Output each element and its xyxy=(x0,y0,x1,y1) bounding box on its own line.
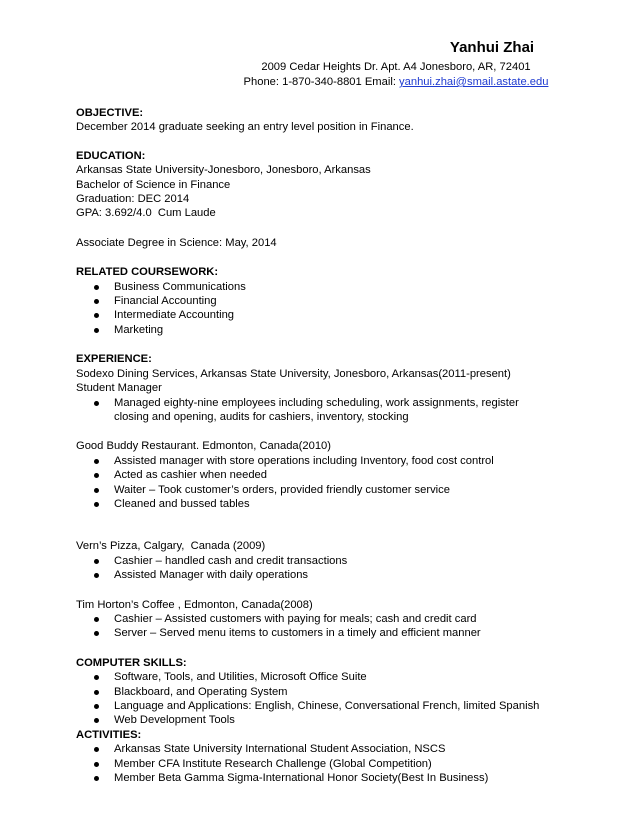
bullet-icon xyxy=(94,776,99,781)
list-item: Managed eighty-nine employees including scheduling, work assignments, register closing and opening, audits for cashiers, inventory, stocking xyxy=(76,396,596,425)
activities-heading: ACTIVITIES: xyxy=(76,728,142,741)
bullet-icon xyxy=(94,559,99,564)
list-item: Waiter – Took customer’s orders, provided friendly customer service xyxy=(76,483,596,497)
address-line: 2009 Cedar Heights Dr. Apt. A4 Jonesboro, AR, 72401 xyxy=(261,61,531,73)
job-duties-list xyxy=(76,454,596,512)
education-heading: EDUCATION: xyxy=(76,149,146,162)
coursework-heading: RELATED COURSEWORK: xyxy=(76,266,219,279)
education-school: Arkansas State University-Jonesboro, Jonesboro, Arkansas xyxy=(76,164,371,177)
list-item: Business Communications xyxy=(76,280,596,294)
list-item: Server – Served menu items to customers in a timely and efficient manner xyxy=(76,626,596,640)
bullet-icon xyxy=(94,401,99,406)
coursework-list xyxy=(76,280,596,338)
job-role: Student Manager xyxy=(76,382,162,395)
education-gpa: GPA: 3.692/4.0 Cum Laude xyxy=(76,207,216,220)
bullet-icon xyxy=(94,747,99,752)
bullet-icon xyxy=(94,617,99,622)
bullet-icon xyxy=(94,459,99,464)
bullet-icon xyxy=(94,328,99,333)
job-title: Sodexo Dining Services, Arkansas State University, Jonesboro, Arkansas(2011-present) xyxy=(76,367,511,380)
bullet-icon xyxy=(94,573,99,578)
education-associate: Associate Degree in Science: May, 2014 xyxy=(76,236,277,249)
list-item: Blackboard, and Operating System xyxy=(76,685,596,699)
bullet-icon xyxy=(94,718,99,723)
bullet-icon xyxy=(94,690,99,695)
list-item: Software, Tools, and Utilities, Microsoft Office Suite xyxy=(76,670,596,684)
objective-heading: OBJECTIVE: xyxy=(76,107,144,119)
bullet-icon xyxy=(94,299,99,304)
skills-list xyxy=(76,670,596,728)
bullet-icon xyxy=(94,631,99,636)
bullet-icon xyxy=(94,488,99,493)
list-item: Arkansas State University International Student Association, NSCS xyxy=(76,742,596,756)
list-item: Assisted manager with store operations including Inventory, food cost control xyxy=(76,454,596,468)
list-item: Web Development Tools xyxy=(76,713,596,727)
bullet-icon xyxy=(94,473,99,478)
list-item: Assisted Manager with daily operations xyxy=(76,568,596,582)
list-item: Marketing xyxy=(76,323,596,337)
objective-text: December 2014 graduate seeking an entry level position in Finance. xyxy=(76,121,414,134)
email-link[interactable]: yanhui.zhai@smail.astate.edu xyxy=(399,76,549,88)
list-item: Member Beta Gamma Sigma-International Honor Society(Best In Business) xyxy=(76,771,596,785)
activities-list xyxy=(76,742,596,785)
list-item: Member CFA Institute Research Challenge (Global Competition) xyxy=(76,757,596,771)
bullet-icon xyxy=(94,675,99,680)
resume-name: Yanhui Zhai xyxy=(449,39,535,56)
list-item: Cleaned and bussed tables xyxy=(76,497,596,511)
job-duties-list xyxy=(76,554,596,583)
job-title: Good Buddy Restaurant. Edmonton, Canada(2010) xyxy=(76,440,331,453)
job-title: Vern’s Pizza, Calgary, Canada (2009) xyxy=(76,540,266,553)
education-graduation: Graduation: DEC 2014 xyxy=(76,193,190,206)
list-item: Financial Accounting xyxy=(76,294,596,308)
job-duties-list xyxy=(76,612,596,641)
bullet-icon xyxy=(94,704,99,709)
job-duties-list xyxy=(76,396,596,425)
experience-heading: EXPERIENCE: xyxy=(76,353,152,366)
bullet-icon xyxy=(94,313,99,318)
contact-line xyxy=(136,75,638,90)
list-item: Acted as cashier when needed xyxy=(76,468,596,482)
bullet-icon xyxy=(94,762,99,767)
list-item: Cashier – Assisted customers with paying for meals; cash and credit card xyxy=(76,612,596,626)
education-degree: Bachelor of Science in Finance xyxy=(76,178,231,191)
phone-text: Phone: 1-870-340-8801 Email: xyxy=(243,76,400,88)
list-item: Language and Applications: English, Chinese, Conversational French, limited Spanish xyxy=(76,699,596,713)
job-title: Tim Horton’s Coffee , Edmonton, Canada(2008) xyxy=(76,598,313,611)
list-item: Intermediate Accounting xyxy=(76,308,596,322)
skills-heading: COMPUTER SKILLS: xyxy=(76,656,187,669)
list-item: Cashier – handled cash and credit transactions xyxy=(76,554,596,568)
resume-page xyxy=(76,38,596,785)
bullet-icon xyxy=(94,285,99,290)
bullet-icon xyxy=(94,502,99,507)
